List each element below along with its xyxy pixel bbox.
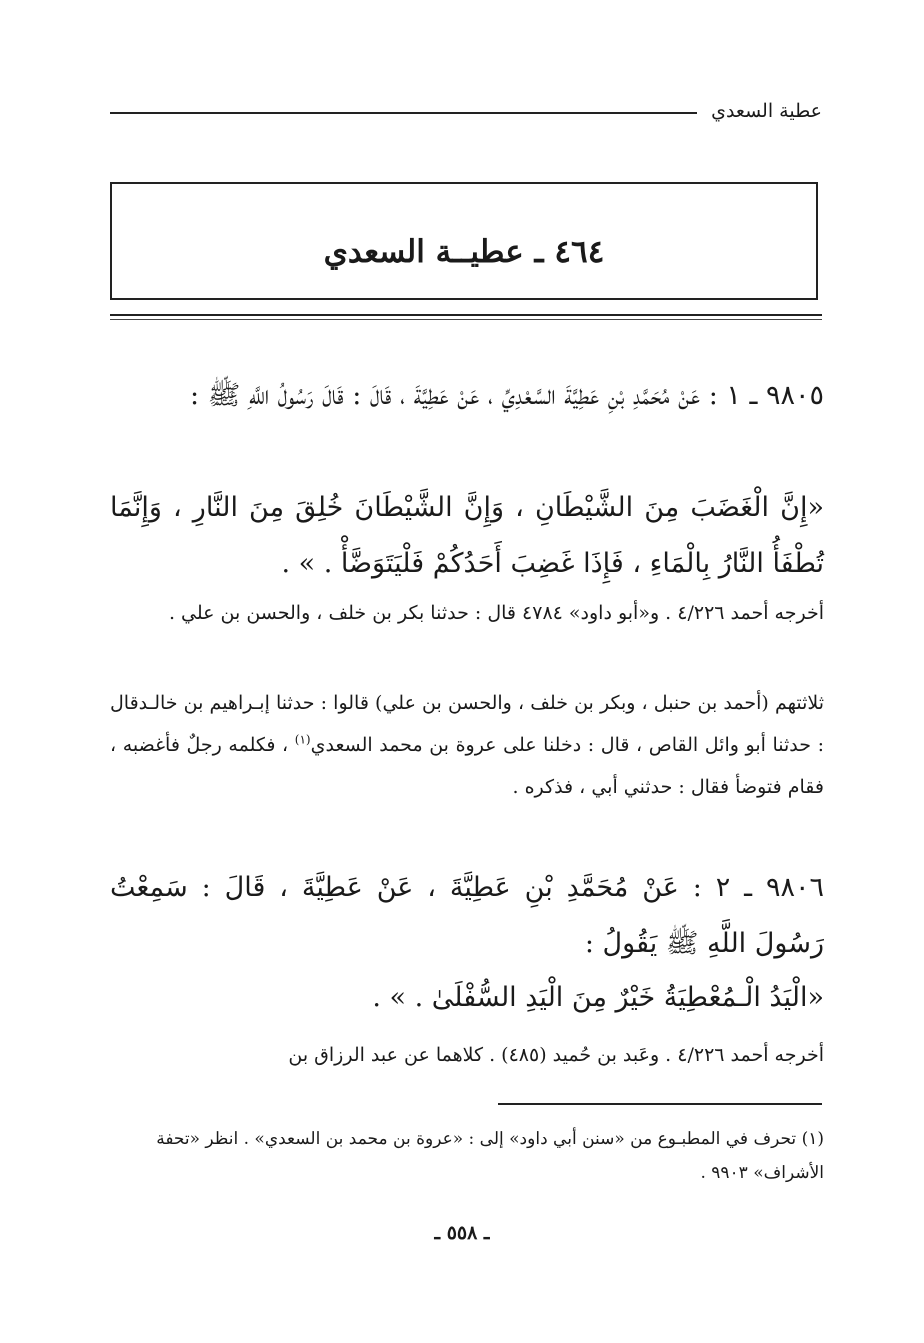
footnote-reference[interactable]: (١) [294, 732, 311, 747]
chapter-heading-box [110, 182, 818, 300]
footnote-1 [110, 1122, 824, 1190]
hadith-2-isnad: ٩٨٠٦ ـ ٢ : عَنْ مُحَمَّدِ بْنِ عَطِيَّةَ ، عَنْ عَطِيَّةَ ، قَالَ : سَمِعْتُ رَسُولَ اللَّهِ ﷺ يَقُولُ : [110, 872, 825, 959]
page-number: ـ ٥٥٨ ـ [434, 1222, 490, 1244]
hadith-1-takhrij-2 [110, 682, 824, 808]
hadith-2-matn: «الْيَدُ الْـمُعْطِيَةُ خَيْرٌ مِنَ الْيَدِ السُّفْلَىٰ . » . [372, 982, 824, 1013]
footnote-number: (١) [801, 1129, 824, 1149]
header-rule [110, 112, 697, 114]
footnote-text: تحرف في المطبـوع من «سنن أبي داود» إلى : «عروة بن محمد بن السعدي» . انظر «تحفة الأشراف» ٩٩٠٣ . [156, 1129, 824, 1183]
running-title: عطية السعدي [711, 100, 822, 122]
footnote-rule [498, 1103, 822, 1105]
chapter-rule-top [110, 314, 822, 316]
hadith-2-takhrij: أخرجه أحمد ٤/٢٢٦ . وعَبد بن حُميد (٤٨٥) . كلاهما عن عبد الرزاق بن [288, 1044, 824, 1066]
hadith-1-takhrij-1: أخرجه أحمد ٤/٢٢٦ . و«أبو داود» ٤٧٨٤ قال : حدثنا بكر بن خلف ، والحسن بن علي . [168, 602, 824, 624]
hadith-1-isnad: ٩٨٠٥ ـ ١ : عَنْ مُحَمَّدِ بْنِ عَطِيَّةَ السَّعْدِيِّ ، عَنْ عَطِيَّةَ ، قَالَ : قَالَ رَسُولُ اللَّهِ ﷺ : [190, 380, 824, 411]
takhrij-2-text: ثلاثتهم (أحمد بن حنبل ، وبكر بن خلف ، والحسن بن علي) قالوا : حدثنا إبـراهيم بن خالـدقال : حدثنا أبو وائل القاص ، قال : دخلنا على عروة بن محمد السعدي [110, 692, 825, 756]
hadith-1-matn: «إِنَّ الْغَضَبَ مِنَ الشَّيْطَانِ ، وَإِنَّ الشَّيْطَانَ خُلِقَ مِنَ النَّارِ ، وَإِنَّمَا تُطْفَأُ النَّارُ بِالْمَاءِ ، فَإِذَا غَضِبَ أَحَدُكُمْ فَلْيَتَوَضَّأْ . » . [110, 492, 824, 579]
running-header [110, 96, 822, 126]
takhrij-2-text-end: ، فكلمه رجلٌ فأغضبه ، فقام فتوضأ فقال : حدثني أبي ، فذكره . [110, 734, 824, 798]
chapter-title: ٤٦٤ ـ عطيــة السعدي [323, 234, 605, 270]
chapter-rule-bottom [110, 319, 822, 320]
